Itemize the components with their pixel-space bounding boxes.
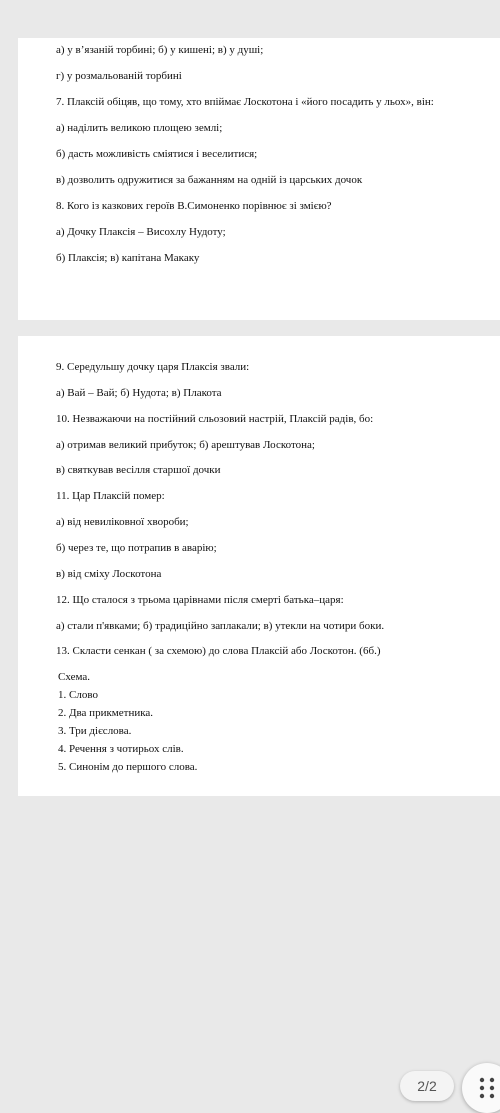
question-11: 11. Цар Плаксій помер: [56,490,165,502]
question-8: 8. Кого із казкових героїв В.Симоненко порівнює зі змією? [56,200,332,212]
text-line: а) від невиліковної хвороби; [56,516,189,528]
text-line: в) святкував весілля старшої дочки [56,464,221,476]
text-line: а) Вай – Вай; б) Нудота; в) Плакота [56,387,222,399]
scheme-item: 5. Синонім до першого слова. [58,761,198,773]
text-line: б) дасть можливість сміятися і веселитися; [56,148,258,160]
question-10: 10. Незважаючи на постійний сльозовий настрій, Плаксій радів, бо: [56,413,374,425]
text-line: б) через те, що потрапив в аварію; [56,542,217,554]
text-line: в) від сміху Лоскотона [56,568,162,580]
text-line: а) Дочку Плаксія – Висохлу Нудоту; [56,226,226,238]
text-line: г) у розмальованій торбині [56,70,182,82]
question-12: 12. Що сталося з трьома царівнами після смерті батька–царя: [56,594,344,606]
text-line: а) отримав великий прибуток; б) арештував Лоскотона; [56,439,315,451]
apps-button[interactable] [462,1063,500,1113]
scheme-item: 3. Три дієслова. [58,725,132,737]
scheme-item: 1. Слово [58,689,98,701]
question-7: 7. Плаксій обіцяв, що тому, хто впіймає Лоскотона і «його посадить у льох», він: [56,96,434,108]
text-line: а) наділить великою площею землі; [56,122,223,134]
question-9: 9. Середульшу дочку царя Плаксія звали: [56,361,250,373]
question-13: 13. Скласти сенкан ( за схемою) до слова Плаксій або Лоскотон. (6б.) [56,645,381,657]
text-line: а) стали п'явками; б) традиційно заплакали; в) утекли на чотири боки. [56,620,385,632]
document-page-1 [18,38,500,320]
scheme-item: 4. Речення з чотирьох слів. [58,743,184,755]
scheme-title: Схема. [58,671,90,683]
document-page-2 [18,336,500,796]
page-counter: 2/2 [400,1071,454,1101]
text-line: в) дозволить одружитися за бажанням на одній із царських дочок [56,174,363,186]
scheme-item: 2. Два прикметника. [58,707,154,719]
text-line: б) Плаксія; в) капітана Макаку [56,252,200,264]
text-line: а) у в’язаній торбині; б) у кишені; в) у душі; [56,44,264,56]
grid-dots-icon [479,1077,495,1099]
